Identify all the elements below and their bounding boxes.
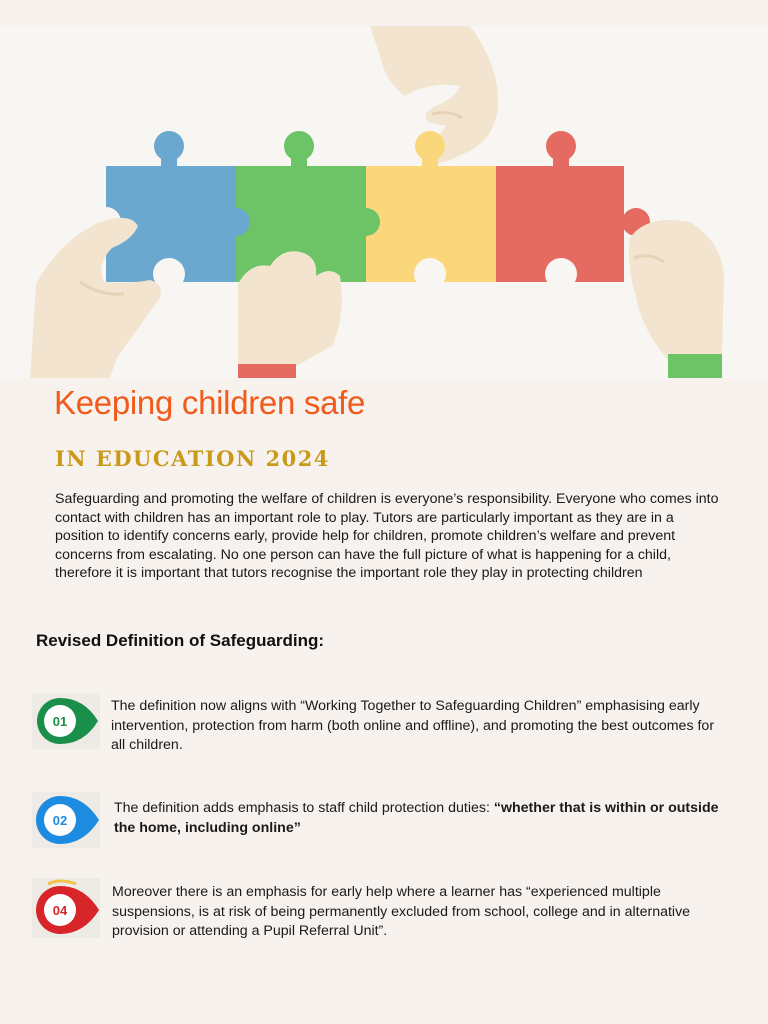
number-badge-04 (32, 878, 100, 938)
page-title: Keeping children safe (54, 384, 366, 421)
item-text: The definition adds emphasis to staff child protection duties: (114, 800, 494, 816)
list-item-text-1 (111, 697, 731, 756)
badge-number: 02 (52, 813, 68, 828)
hero-illustration (0, 26, 768, 378)
intro-paragraph: Safeguarding and promoting the welfare of children is everyone’s responsibility. Everyone who comes into contact with children has an important role to play. Tutors are particularly important as they are in a position to identify concerns early, provide help for children, promote children’s welfare and prevent concerns from escalating. No one person can have the full picture of what is happening for a child, therefore it is important that tutors recognise the important role they play in protecting children (55, 491, 719, 582)
badge-number: 04 (52, 903, 68, 918)
section-heading: Revised Definition of Safeguarding: (36, 631, 325, 650)
item-text: The definition now aligns with “Working Together to Safeguarding Children” emphasising early intervention, protection from harm (both online and offline), and promoting the best outcomes for all children. (111, 698, 715, 753)
item-text: Moreover there is an emphasis for early help where a learner has “experienced multiple suspensions, is at risk of being permanently excluded from school, college and in alternative provision or attending a Pupil Referral Unit”. (112, 884, 691, 939)
puzzle-hands-illustration (0, 26, 768, 378)
badge-number: 01 (52, 714, 68, 729)
list-item-text-3 (112, 883, 732, 942)
number-badge-02 (32, 792, 100, 848)
hand-right (629, 220, 724, 360)
sleeve-red (238, 364, 296, 378)
puzzle-piece-red (496, 131, 650, 282)
page-subtitle: IN EDUCATION 2024 (55, 446, 330, 471)
sleeve-green (668, 354, 722, 378)
item-bold-text: “whether that is within or outside the home, including online” (114, 800, 719, 836)
number-badge-01 (32, 693, 100, 749)
list-item-text-2 (114, 799, 734, 838)
